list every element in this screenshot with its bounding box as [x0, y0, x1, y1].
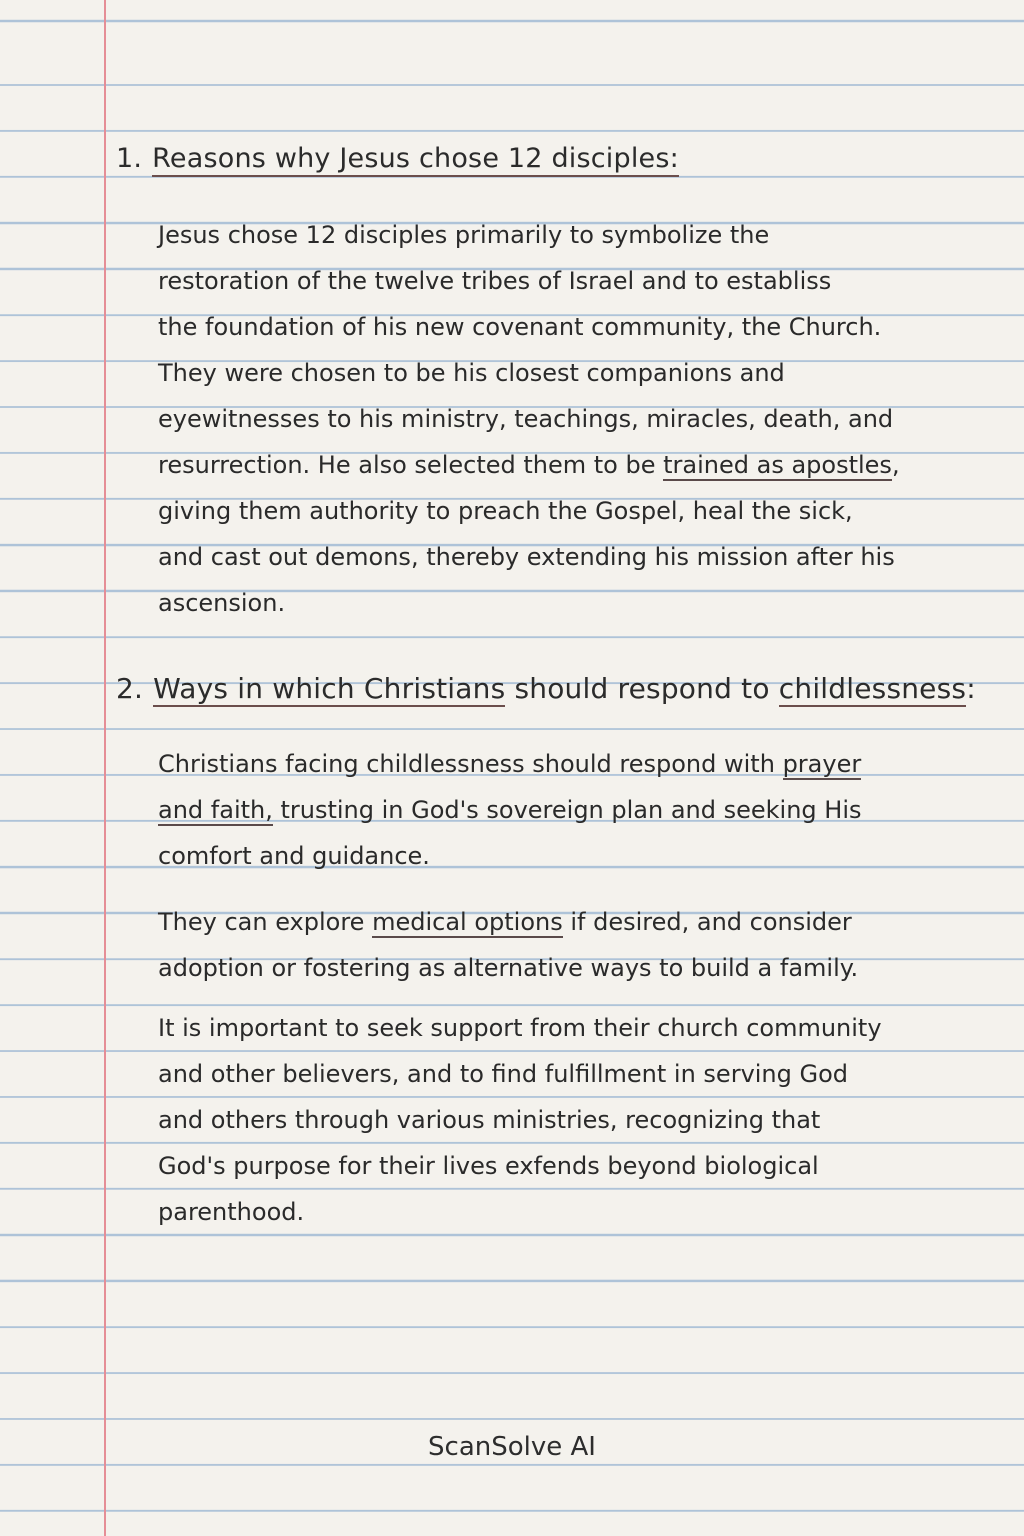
answer-line: and others through various ministries, recognizing that: [158, 1106, 821, 1134]
answer-text: trusting in God's sovereign plan and seeking His: [272, 796, 862, 824]
underlined-phrase: trained as apostles: [663, 451, 892, 479]
underlined-phrase: prayer: [782, 750, 862, 778]
question-1-number: 1.: [116, 143, 143, 174]
answer-line: and cast out demons, thereby extending his mission after his: [158, 543, 895, 571]
question-1-heading: [116, 143, 679, 174]
answer-line: comfort and guidance.: [158, 842, 430, 870]
answer-text: They can explore: [158, 908, 373, 936]
underlined-phrase: medical options: [372, 908, 563, 936]
answer-line: ascension.: [158, 589, 286, 617]
answer-line: [158, 442, 900, 488]
answer-line: adoption or fostering as alternative ways to build a family.: [158, 954, 859, 982]
answer-text: ,: [891, 451, 900, 479]
footer-brand: ScanSolve AI: [428, 1432, 596, 1462]
margin-line: [104, 0, 106, 1536]
question-2-paragraph-1: [158, 741, 862, 879]
answer-line: restoration of the twelve tribes of Israel and to establiss: [158, 267, 832, 295]
question-2-title-keyword: childlessness: [778, 672, 967, 705]
question-2-number: 2.: [116, 672, 144, 705]
answer-line: Jesus chose 12 disciples primarily to symbolize the: [158, 221, 770, 249]
answer-line: [158, 899, 858, 945]
answer-text: Christians facing childlessness should respond with: [158, 750, 783, 778]
answer-line: parenthood.: [158, 1198, 305, 1226]
question-1-answer: [158, 212, 900, 626]
answer-line: They were chosen to be his closest companions and: [158, 359, 785, 387]
answer-line: [158, 787, 862, 833]
answer-line: the foundation of his new covenant community, the Church.: [158, 313, 882, 341]
answer-line: eyewitnesses to his ministry, teachings, miracles, death, and: [158, 405, 894, 433]
question-1-title: Reasons why Jesus chose 12 disciples:: [152, 143, 679, 177]
question-2-title-underlined: Ways in which Christians: [153, 672, 506, 705]
answer-line: God's purpose for their lives exfends beyond biological: [158, 1152, 819, 1180]
question-2-title-text: should respond to: [505, 672, 779, 705]
question-2-paragraph-2: [158, 899, 858, 991]
answer-line: and other believers, and to find fulfillment in serving God: [158, 1060, 849, 1088]
question-2-heading: [116, 672, 976, 705]
answer-line: It is important to seek support from their church community: [158, 1014, 882, 1042]
answer-text: resurrection. He also selected them to be: [158, 451, 664, 479]
answer-line: giving them authority to preach the Gospel, heal the sick,: [158, 497, 853, 525]
answer-line: [158, 741, 862, 787]
question-2-title-colon: :: [966, 672, 976, 705]
question-2-paragraph-3: [158, 1005, 882, 1235]
underlined-phrase: and faith,: [158, 796, 273, 824]
answer-text: if desired, and consider: [562, 908, 852, 936]
